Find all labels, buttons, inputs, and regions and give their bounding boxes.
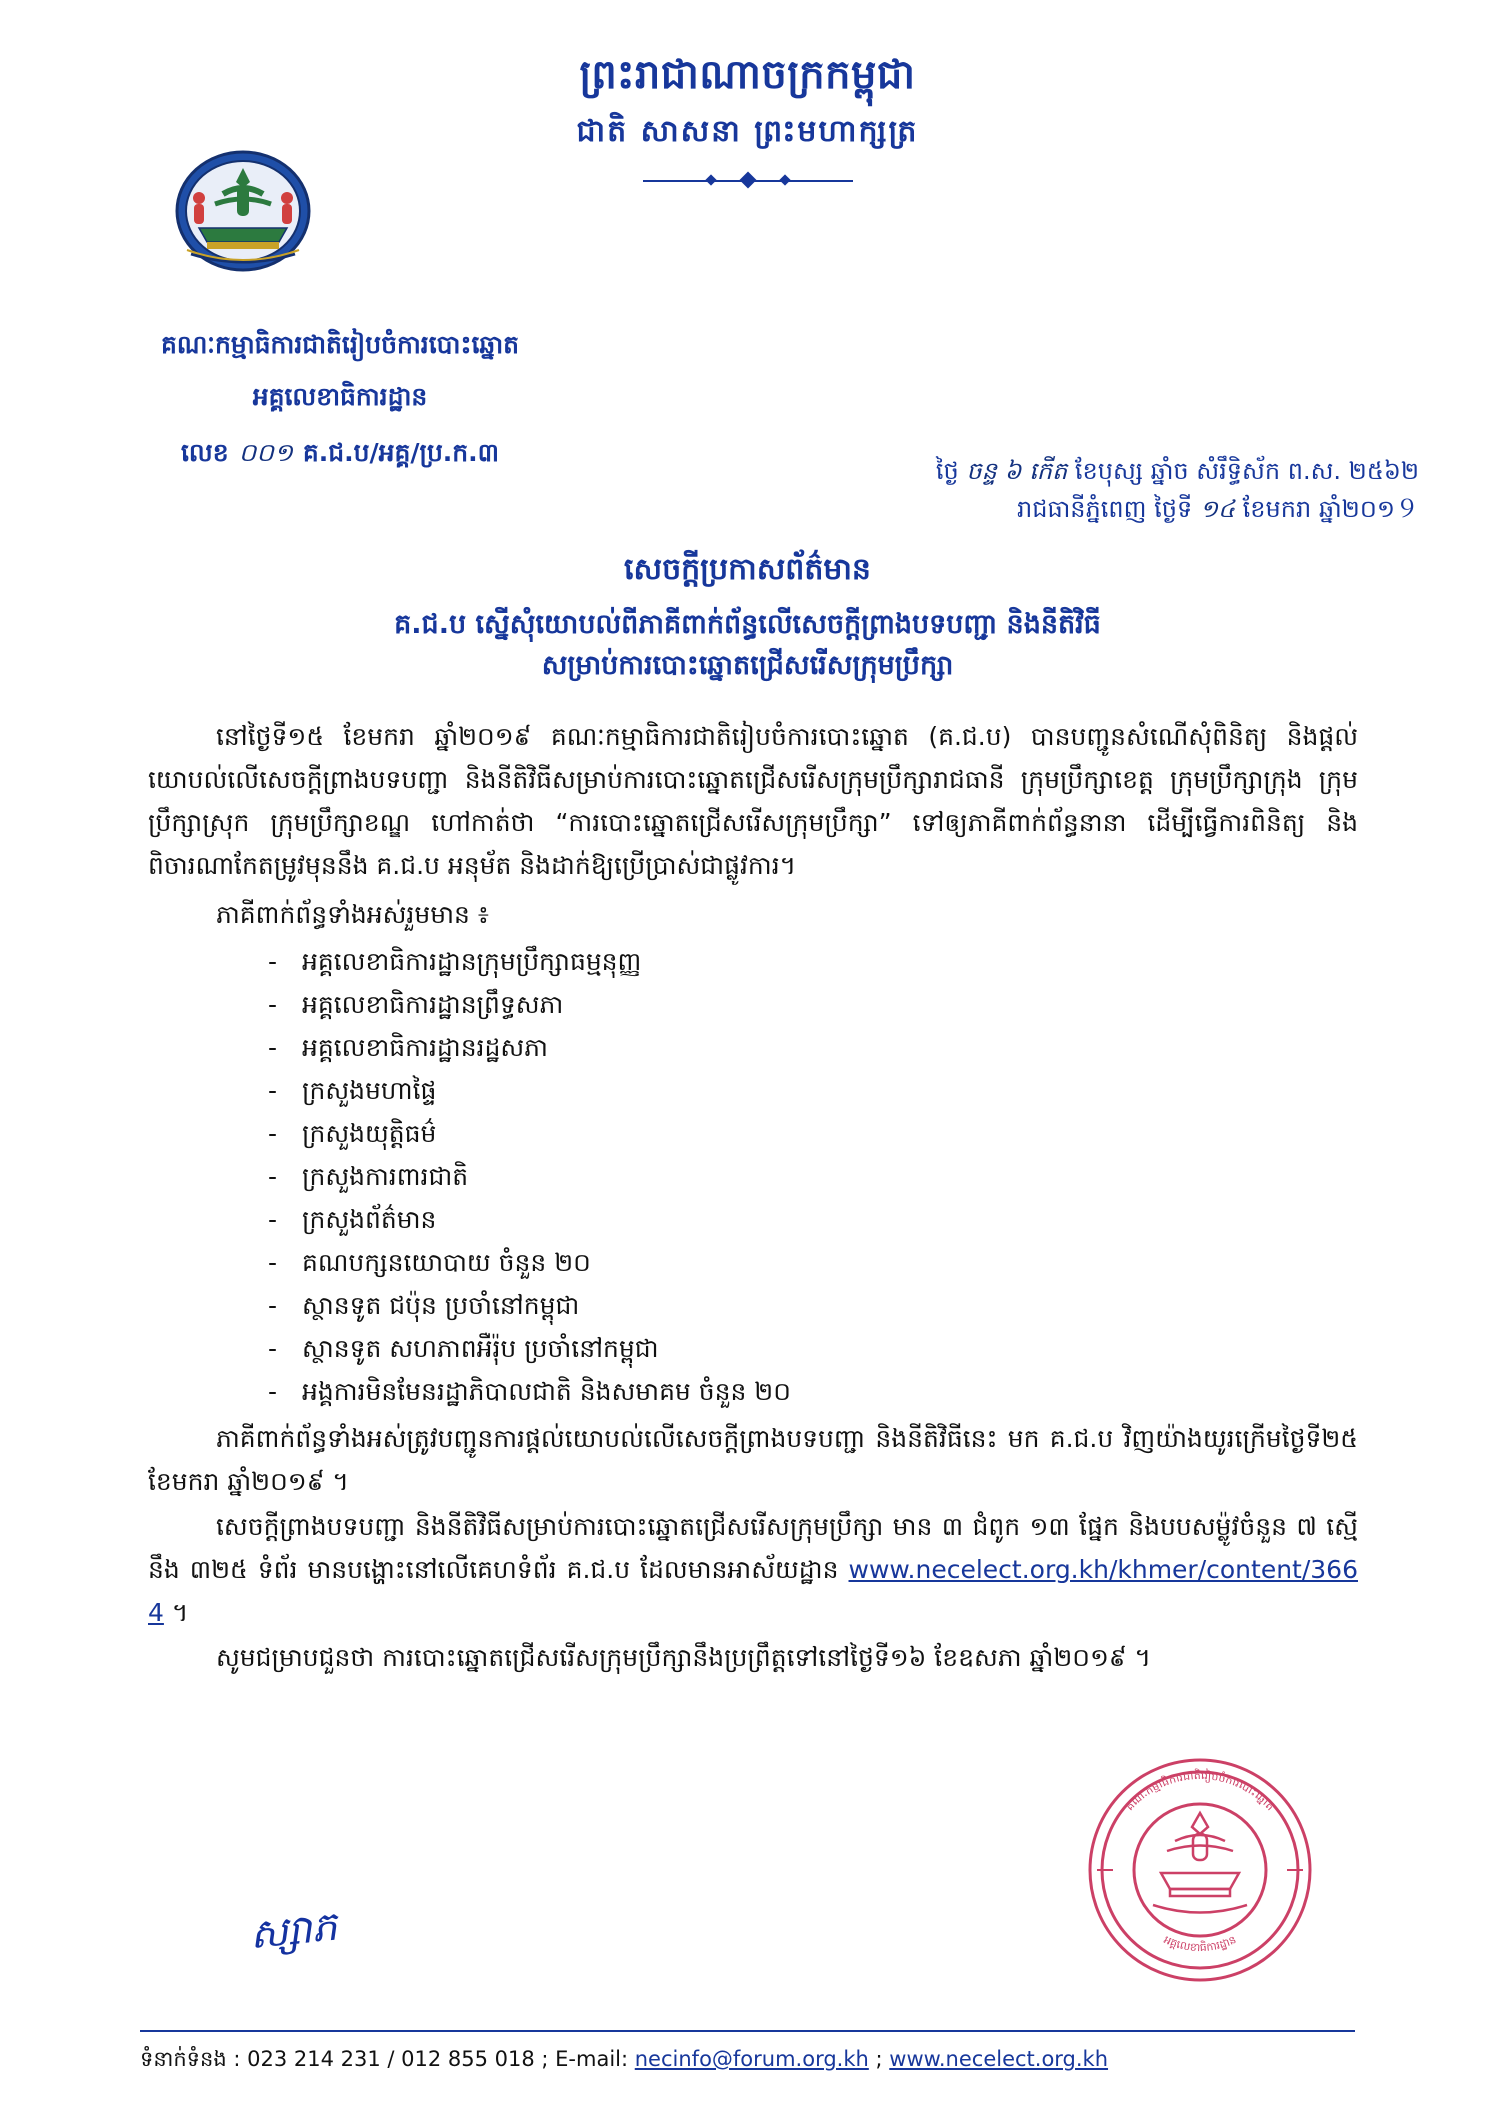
dash-bullet: - <box>268 1033 278 1062</box>
list-intro: ភាគីពាក់ព័ន្ធទាំងអស់រួមមាន ៖ <box>216 900 489 929</box>
signature: ស្សាភ <box>247 1903 340 1959</box>
dash-bullet: - <box>268 1076 278 1105</box>
date-line-gregorian <box>799 490 1419 528</box>
list-item: - អគ្គលេខាធិការដ្ឋានព្រឹទ្ធសភា <box>268 983 1358 1026</box>
date-prefix-2: រាជធានីភ្នំពេញ ថ្ងៃទី <box>1016 495 1193 524</box>
dash-bullet: - <box>268 1162 278 1191</box>
kingdom-title: ព្រះរាជាណាចក្រកម្ពុជា <box>579 52 916 98</box>
date-prefix: ថ្ងៃ <box>935 457 959 485</box>
announcement-subtitle-line1: គ.ជ.ប ស្នើសុំយោបល់ពីភាគីពាក់ព័ន្ធលើសេចក្តីព្រាងបទបញ្ជា និងនីតិវិធី <box>394 609 1101 640</box>
dash-bullet: - <box>268 1248 278 1277</box>
footer-contact <box>140 2046 1355 2077</box>
list-item: - ស្ថានទូត សហភាពអឺរ៉ុប ប្រចាំនៅកម្ពុជា <box>268 1327 1358 1370</box>
list-item: - អគ្គលេខាធិការដ្ឋានរដ្ឋសភា <box>268 1026 1358 1069</box>
svg-text:អគ្គលេខាធិការដ្ឋាន: អគ្គលេខាធិការដ្ឋាន <box>1161 1933 1239 1955</box>
paragraph-4: សូមជម្រាបជួនថា ការបោះឆ្នោតជ្រើសរើសក្រុមប្រឹក្សានឹងប្រព្រឹត្តទៅនៅថ្ងៃទី១៦ ខែឧសភា ឆ្នាំ២០១៩ ។ <box>216 1643 1151 1672</box>
reference-label: លេខ <box>180 438 229 467</box>
dash-bullet: - <box>268 1205 278 1234</box>
list-item: - ក្រសួងយុត្តិធម៌ <box>268 1112 1358 1155</box>
announcement-title: សេចក្តីប្រកាសព័ត៌មាន <box>624 552 871 587</box>
ornamental-divider <box>643 172 853 190</box>
date-ink-2: ១៤ <box>1199 495 1235 524</box>
paragraph-3-text-b: ។ <box>171 1598 189 1627</box>
footer-phones: 023 214 231 / 012 855 018 <box>247 2047 535 2071</box>
list-item: - ក្រសួងមហាផ្ទៃ <box>268 1069 1358 1112</box>
organisation-block <box>60 330 620 474</box>
list-item: - អង្គការមិនមែនរដ្ឋាភិបាលជាតិ និងសមាគម ចំនួន ២០ <box>268 1370 1358 1413</box>
dash-bullet: - <box>268 1377 278 1406</box>
official-seal-icon <box>1075 1745 1325 1995</box>
dash-bullet: - <box>268 1291 278 1320</box>
announcement-subtitle <box>120 605 1375 686</box>
organisation-department: អគ្គលេខាធិការដ្ឋាន <box>252 382 428 411</box>
paragraph-3 <box>148 1505 1358 1634</box>
paragraph-1: នៅថ្ងៃទី១៥ ខែមករា ឆ្នាំ២០១៩ គណៈកម្មាធិការជាតិរៀបចំការបោះឆ្នោត (គ.ជ.ប) បានបញ្ជូនសំណើសុំពិនិត្យ និងផ្តល់យោបល់លើសេចក្តីព្រាងបទបញ្ជា និងនីតិវិធីសម្រាប់ការបោះឆ្នោតជ្រើសរើសក្រុមប្រឹក្សារាជធានី ក្រុមប្រឹក្សាខេត្ត ក្រុមប្រឹក្សាក្រុង ក្រុមប្រឹក្សាស្រុក ក្រុមប្រឹក្សាខណ្ឌ ហៅកាត់ថា “ការបោះឆ្នោតជ្រើសរើសក្រុមប្រឹក្សា” ទៅឲ្យភាគីពាក់ព័ន្ធនានា ដើម្បីធ្វើការពិនិត្យ និងពិចារណាកែតម្រូវមុននឹង គ.ជ.ប អនុម័ត និងដាក់ឱ្យប្រើប្រាស់ជាផ្លូវការ។ <box>148 722 1358 880</box>
dash-bullet: - <box>268 990 278 1019</box>
footer-sep-2: ; E-mail: <box>534 2047 635 2071</box>
list-item: - ក្រសួងការពារជាតិ <box>268 1155 1358 1198</box>
paragraph-3-text-a: សេចក្តីព្រាងបទបញ្ជា និងនីតិវិធីសម្រាប់ការបោះឆ្នោតជ្រើសរើសក្រុមប្រឹក្សា មាន ៣ ជំពូក ១៣ ផ្នែក និងបបសម៉្លូវចំនួន ៧ ស្មើនឹង ៣២៥ ទំព័រ មានបង្ហោះនៅលើគេហទំព័រ គ.ជ.ប ដែលមានអាស័យដ្ឋាន <box>148 1512 1358 1584</box>
list-item: - អគ្គលេខាធិការដ្ឋានក្រុមប្រឹក្សាធម្មនុញ្ញ <box>268 940 1358 983</box>
list-item: - ក្រសួងព័ត៌មាន <box>268 1198 1358 1241</box>
footer-sep-1: : <box>226 2047 248 2071</box>
footer-website-link[interactable]: www.necelect.org.kh <box>889 2047 1109 2071</box>
reference-suffix: គ.ជ.ប/អគ្គ/ប្រ.ក.៣ <box>302 438 500 467</box>
organisation-name: គណៈកម្មាធិការជាតិរៀបចំការបោះឆ្នោត <box>160 330 520 359</box>
national-emblem-icon <box>163 150 323 272</box>
footer-email-link[interactable]: necinfo@forum.org.kh <box>634 2047 869 2071</box>
necelect-content-link[interactable]: www.necelect.org.kh/khmer/content/3664 <box>148 1555 1358 1627</box>
footer-label: ទំនាក់ទំនង <box>140 2047 227 2071</box>
document-body <box>148 715 1358 1681</box>
reference-number <box>60 438 620 474</box>
date-block <box>799 452 1419 529</box>
paragraph-2: ភាគីពាក់ព័ន្ធទាំងអស់ត្រូវបញ្ជូនការផ្តល់យោបល់លើសេចក្តីព្រាងបទបញ្ជា និងនីតិវិធីនេះ មក គ.ជ.ប វិញយ៉ាងយូរក្រើមថ្ងៃទី២៥ ខែមករា ឆ្នាំ២០១៩ ។ <box>148 1424 1358 1496</box>
announcement-subtitle-line2: សម្រាប់ការបោះឆ្នោតជ្រើសរើសក្រុមប្រឹក្សា <box>541 649 954 681</box>
dash-bullet: - <box>268 947 278 976</box>
list-item: - គណបក្សនយោបាយ ចំនួន ២០ <box>268 1241 1358 1284</box>
footer-sep-3: ; <box>868 2047 890 2071</box>
kingdom-motto: ជាតិ សាសនា ព្រះមហាក្សត្រ <box>576 114 919 149</box>
reference-number-value: ០០១ <box>238 438 293 467</box>
list-item: - ស្ថានទូត ជប៉ុន ប្រចាំនៅកម្ពុជា <box>268 1284 1358 1327</box>
date-suffix-1: ខែបុស្ស ឆ្នាំច សំរឹទ្ធិស័ក ព.ស. ២៥៦២ <box>1074 457 1419 485</box>
date-suffix-2: ខែមករា ឆ្នាំ២០១９ <box>1242 495 1419 524</box>
date-line-buddhist <box>799 452 1419 490</box>
dash-bullet: - <box>268 1119 278 1148</box>
svg-text:គណៈកម្មាធិការជាតិរៀបចំការបោះឆ្: គណៈកម្មាធិការជាតិរៀបចំការបោះឆ្នោត <box>1123 1768 1277 1814</box>
dash-bullet: - <box>268 1334 278 1363</box>
stakeholder-list <box>148 940 1358 1413</box>
date-ink-1: ចន្ទ ៦ កើត <box>966 457 1068 485</box>
footer-divider <box>140 2030 1355 2032</box>
